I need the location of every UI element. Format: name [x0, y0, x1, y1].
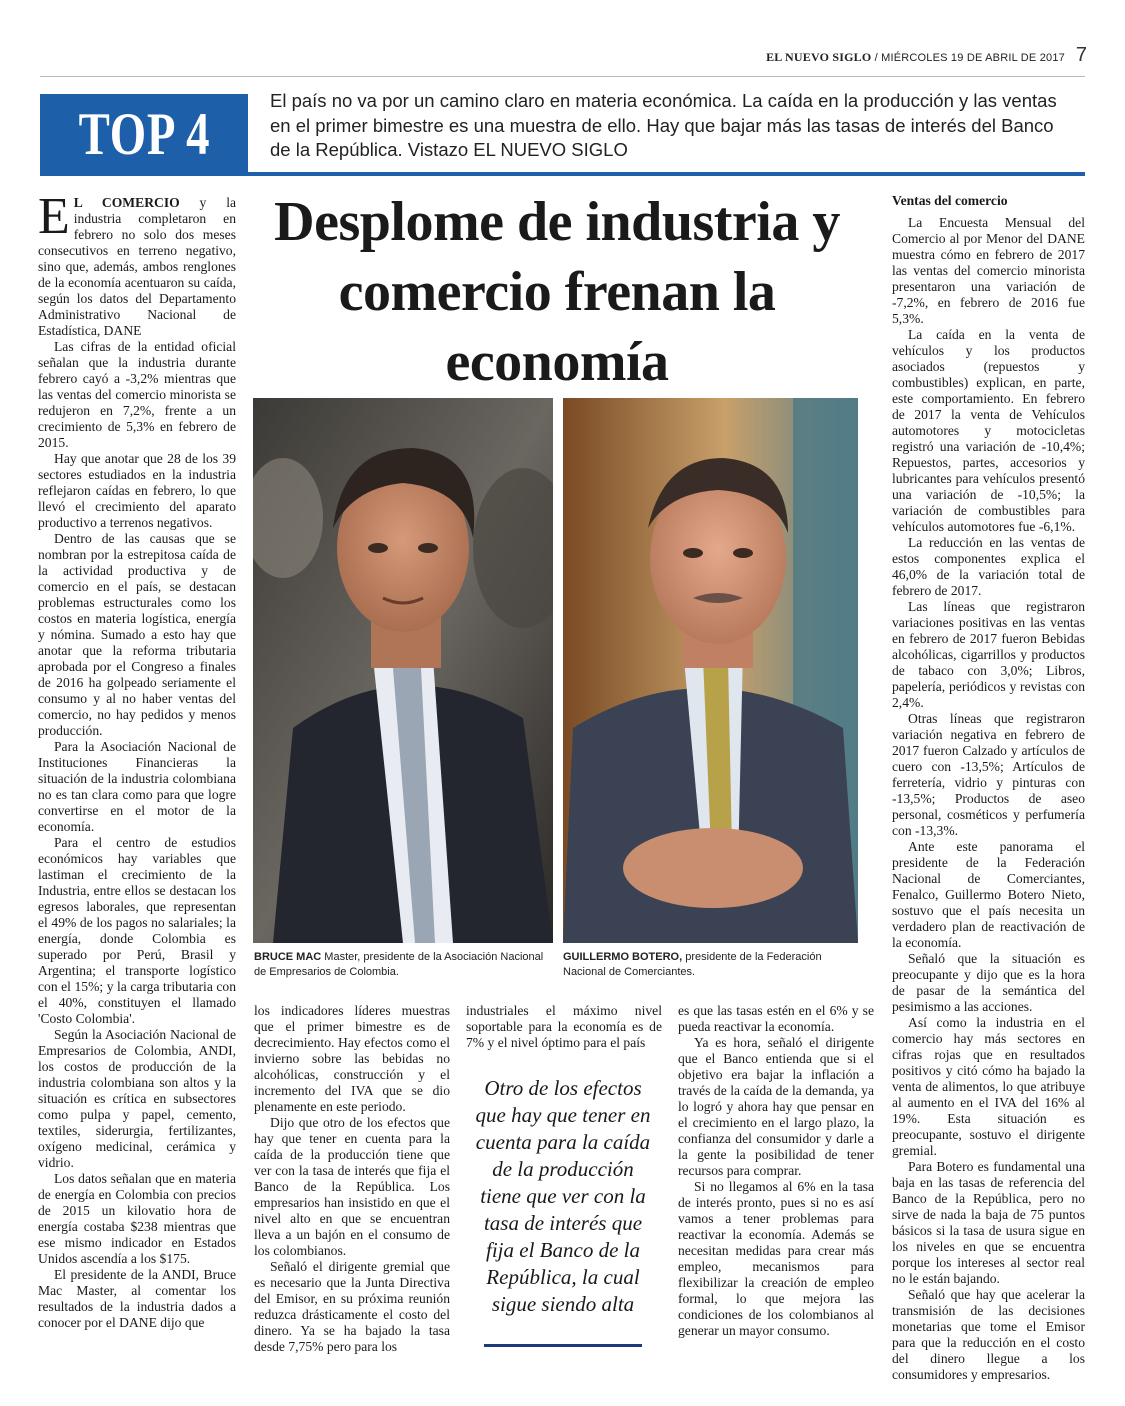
article-column-5	[892, 215, 1085, 1383]
paragraph: Para el centro de estudios económicos hay variables que lastiman el crecimiento de la Industria, entre ellos se destacan los egresos laborales, que representan el 49% de los pagos no salariales; la energía, donde Colombia es superado por Perú, Brasil y Argentina; el transporte logístico con el 15%; y la carga tributaria con el 40%, constituyen el llamado 'Costo Colombia'.	[38, 835, 236, 1026]
portrait-illustration	[563, 398, 858, 943]
paragraph: Los datos señalan que en materia de energía en Colombia con precios de 2015 un kilovatio hora de energía costaba $238 mientras que ese mismo indicador en Estados Unidos ascendía a los $175.	[38, 1171, 236, 1266]
paragraph: Para la Asociación Nacional de Instituciones Financieras la situación de la industria colombiana no es tan clara como para que logre convertirse en el motor de la economía.	[38, 739, 236, 834]
section-label: TOP 4	[78, 100, 210, 167]
paragraph: Dentro de las causas que se nombran por la estrepitosa caída de la actividad productiva y de comercio en el país, se destacan problemas estructurales como los costos en materia logística, energía y nómina. Sumado a esto hay que anotar que la reforma tributaria aprobada por el Congreso a finales de 2016 ha golpeado seriamente el consumo y al no haber ventas del comercio, no hay pedidos y menos producción.	[38, 531, 236, 738]
headline: Desplome de industria y comercio frenan la economía	[274, 191, 840, 393]
drop-cap: E	[38, 188, 70, 245]
paragraph: Dijo que otro de los efectos que hay que tener en cuenta para la caída de la producción tiene que ver con la tasa de interés que fija el Banco de la República. Los empresarios han insistido en que el nivel alto en que se encuentran lleva a un bajón en el consumo de los colombianos.	[254, 1115, 450, 1258]
lead-paragraph: E L COMERCIO y la industria completaron en febrero no solo dos meses consecutivos en terreno negativo, sino que, además, ambos renglones de la economía acentuaron su caída, según los datos del Departamento Administrativo Nacional de Estadística, DANE	[38, 188, 236, 338]
paragraph: Las cifras de la entidad oficial señalan que la industria durante febrero cayó a -3,2% mientras que las ventas del comercio minorista se redujeron en 7,2%, frente a un crecimiento de 5,3% en febrero de 2015.	[38, 339, 236, 450]
article-column-2	[254, 1003, 450, 1355]
masthead	[766, 50, 1065, 65]
paragraph: Así como la industria en el comercio hay más sectores en cifras rojas que en resultados positivos y citó cómo ha bajado la venta de alimentos, lo que atribuye al aumento en el IVA del 16% al 19%. Esta situación es preocupante, sostuvo el dirigente gremial.	[892, 1015, 1085, 1158]
top-divider	[40, 76, 1085, 77]
caption-photo-1: BRUCE MAC Master, presidente de la Asociación Nacional de Empresarios de Colombia.	[254, 951, 544, 978]
section-label-box	[40, 94, 248, 174]
paragraph: La Encuesta Mensual del Comercio al por Menor del DANE muestra cómo en febrero de 2017 las ventas del comercio minorista presentaron una variación de -7,2%, en febrero de 2016 fue 5,3%.	[892, 215, 1085, 326]
issue-date: / MIÉRCOLES 19 DE ABRIL DE 2017	[874, 52, 1065, 64]
article-column-4	[678, 1003, 874, 1339]
portrait-illustration	[253, 398, 553, 943]
paper-name: EL NUEVO SIGLO	[766, 50, 872, 64]
paragraph: Ya es hora, señaló el dirigente que el Banco entienda que si el objetivo era bajar la inflación a través de la caída de la demanda, ya lo logró y ahora hay que pensar en el crecimiento en el largo plazo, la confianza del consumidor y darle a la gente la posibilidad de tener recursos para comprar.	[678, 1035, 874, 1178]
paragraph: Según la Asociación Nacional de Empresarios de Colombia, ANDI, los costos de producción de la industria colombiana son altos y la situación es crítica en subsectores como pulpa y papel, cemento, textiles, siderurgia, fertilizantes, oxígeno medicinal, cerámica y vidrio.	[38, 1027, 236, 1170]
article-column-3	[466, 1003, 662, 1051]
pull-quote: Otro de los efectos que hay que tener en cuenta para la caída de la producción tiene que ver con la tasa de interés que fija el Banco de la República, la cual sigue siendo alta	[475, 1076, 651, 1316]
paragraph: El presidente de la ANDI, Bruce Mac Master, al comentar los resultados de la industria dados a conocer por el DANE dijo que	[38, 1267, 236, 1330]
caption-name: GUILLERMO BOTERO,	[563, 951, 683, 963]
caption-photo-2: GUILLERMO BOTERO, presidente de la Federación Nacional de Comerciantes.	[563, 951, 822, 978]
paragraph: Para Botero es fundamental una baja en las tasas de referencia del Banco de la República, pero no sirve de nada la baja de 75 puntos básicos si la tasa de usura sigue en los niveles en que se encuentra porque los intereses al sector real no le están bajando.	[892, 1159, 1085, 1286]
paragraph: Si no llegamos al 6% en la tasa de interés pronto, pues si no es así vamos a tener problemas para reactivar la economía. Además se necesitan medidas para crear más empleo, mecanismos para flexibilizar la creación de empleo formal, lo que mejora las condiciones de los colombianos al generar un mayor consumo.	[678, 1179, 874, 1338]
paragraph: La caída en la venta de vehículos y los productos asociados (repuestos y combustibles) explican, en parte, este comportamiento. En febrero de 2017 la venta de Vehículos automotores y motocicletas registró una variación de -10,4%; Repuestos, partes, accesorios y lubricantes para vehículos presentó una variación de -10,5%; la variación de combustibles para vehículos automotores fue -6,1%.	[892, 327, 1085, 534]
paragraph: Ante este panorama el presidente de la Federación Nacional de Comerciantes, Fenalco, Guillermo Botero Nieto, sostuvo que el país necesita un verdadero plan de reactivación de la economía.	[892, 839, 1085, 950]
page-number: 7	[1075, 44, 1087, 66]
paragraph: La reducción en las ventas de estos componentes explica el 46,0% de la variación total de febrero de 2017.	[892, 535, 1085, 598]
section-divider	[40, 172, 1085, 176]
paragraph: los indicadores líderes muestras que el primer bimestre es de decrecimiento. Hay efectos como el invierno sobre las bebidas no alcohólicas, construcción y el incremento del IVA que se dio plenamente en este periodo.	[254, 1003, 450, 1114]
paragraph: industriales el máximo nivel soportable para la economía es de 7% y el nivel óptimo para el país	[466, 1003, 662, 1050]
caption-name: BRUCE MAC	[254, 951, 322, 963]
paragraph: Señaló que la situación es preocupante y dijo que es la hora de pasar de la semántica del pesimismo a las acciones.	[892, 951, 1085, 1014]
pull-quote-rule	[484, 1344, 642, 1347]
paragraph: Otras líneas que registraron variación negativa en febrero de 2017 fueron Calzado y artículos de cuero con -13,5%; Artículos de ferretería, vidrio y pinturas con -13,5%; Productos de aseo personal, cosméticos y perfumería con -13,3%.	[892, 711, 1085, 838]
photo-bruce-mac-master	[253, 398, 553, 943]
paragraph: Las líneas que registraron variaciones positivas en las ventas en febrero de 2017 fueron Bebidas alcohólicas, cigarrillos y productos de tabaco con 3,0%; Libros, papelería, periódicos y revistas con 2,4%.	[892, 599, 1085, 710]
subhead-ventas: Ventas del comercio	[892, 193, 1008, 208]
paragraph: Señaló el dirigente gremial que es necesario que la Junta Directiva del Emisor, en su próxima reunión reduzca drásticamente el costo del dinero. Ya se ha bajado la tasa desde 7,75% pero para los	[254, 1259, 450, 1354]
paragraph: es que las tasas estén en el 6% y se pueda reactivar la economía.	[678, 1003, 874, 1034]
teaser-text: El país no va por un camino claro en materia económica. La caída en la producción y las ventas en el primer bimestre es una muestra de ello. Hay que bajar más las tasas de interés del Banco de la República. Vistazo EL NUEVO SIGLO	[270, 90, 1057, 160]
paragraph: Hay que anotar que 28 de los 39 sectores estudiados en la industria reflejaron caídas en febrero, lo que llevó el crecimiento del aparato productivo a terrenos negativos.	[38, 451, 236, 530]
photo-guillermo-botero	[563, 398, 858, 943]
lead-bold: L COMERCIO	[73, 195, 180, 210]
paragraph: Señaló que hay que acelerar la transmisión de las decisiones monetarias que tome el Emisor para que la reducción en el costo del dinero llegue a los consumidores y empresarios.	[892, 1287, 1085, 1382]
article-column-1	[38, 188, 236, 1331]
